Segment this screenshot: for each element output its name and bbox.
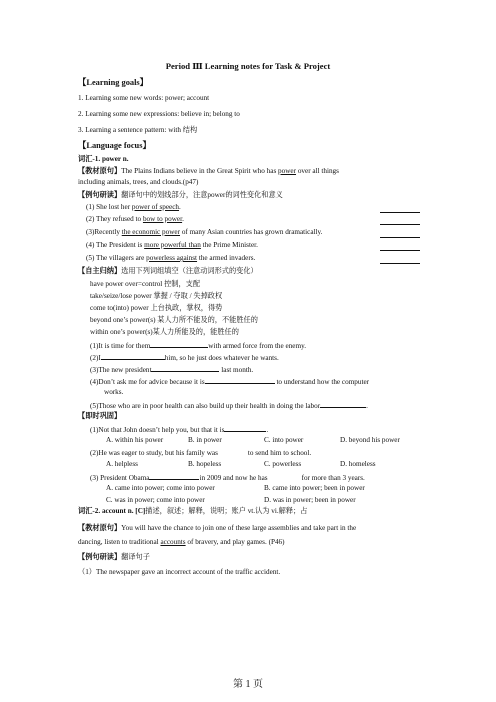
quiz-blank[interactable]: [268, 473, 302, 480]
fill-item: (5)Those who are in poor health can also build up their health in doing the labor .: [90, 402, 368, 410]
word2-label-row: 词汇-2. account n. [C]描述，叙述；解释，说明；账户 vt.认为 vi.解释；占: [78, 507, 308, 515]
fill-blank[interactable]: [151, 364, 219, 372]
answer-line[interactable]: [380, 211, 420, 213]
quiz-option[interactable]: C. into power: [264, 436, 304, 444]
fill-blank[interactable]: [320, 400, 366, 408]
summary-row: 【自主归纳】选用下列词组填空（注意动词形式的变化）: [78, 267, 258, 275]
learning-goals-heading: 【Learning goals】: [78, 78, 149, 87]
answer-line[interactable]: [380, 249, 420, 251]
textbook-label: 【教材原句】: [78, 524, 122, 532]
quiz-option[interactable]: A. helpless: [106, 460, 138, 468]
quiz-question: (1)Not that John doesn’t help you, but that it is .: [90, 426, 269, 434]
goal-item: 1. Learning some new words: power; account: [78, 94, 210, 102]
quiz-question: (2)He was eager to study, but his family was to send him to school.: [90, 449, 312, 457]
goal-item: 2. Learning some new expressions: believe in; belong to: [78, 110, 240, 118]
quiz-option[interactable]: A. within his power: [106, 436, 164, 444]
goal-item: 3. Learning a sentence pattern: with 结构: [78, 126, 198, 134]
quiz-option[interactable]: D. was in power; been in power: [264, 496, 356, 504]
quiz-blank[interactable]: [218, 448, 248, 455]
textbook-sentence-cont: including animals, trees, and clouds.(p47): [78, 178, 199, 186]
example-sentence: (5) The villagers are powerless against the armed invaders.: [86, 254, 256, 262]
textbook-sentence-cont: dancing, listen to traditional accounts of bravery, and play games. (P46): [78, 538, 285, 546]
language-focus-heading: 【Language focus】: [78, 141, 151, 150]
practice-row: 【例句研读】翻译句子: [78, 553, 150, 561]
phrase-item: within one’s power(s)某人力所能及的，能胜任的: [90, 328, 239, 336]
summary-label: 【自主归纳】: [78, 267, 122, 275]
fill-blank[interactable]: [150, 340, 208, 348]
textbook-sentence: 【教材原句】The Plains Indians believe in the Great Spirit who has power over all things: [78, 167, 339, 175]
phrase-item: take/seize/lose power 掌握 / 夺取 / 失掉政权: [90, 292, 223, 300]
answer-line[interactable]: [380, 223, 420, 225]
phrase-item: come to(into) power 上台执政，掌权，得势: [90, 304, 223, 312]
quiz-blank[interactable]: [224, 424, 266, 432]
example-sentence: （1）The newspaper gave an incorrect account of the traffic accident.: [78, 568, 281, 576]
quiz-option[interactable]: B. hopeless: [188, 460, 222, 468]
example-sentence: (3)Recently the economic power of many Asian countries has grown dramatically.: [86, 228, 323, 236]
quiz-option[interactable]: D. beyond his power: [340, 436, 400, 444]
word1-label: 词汇-1. power n.: [78, 155, 129, 163]
quiz-option[interactable]: C. was in power; come into power: [106, 496, 205, 504]
example-sentence: (4) The President is more powerful than the Prime Minister.: [86, 241, 258, 249]
phrase-item: have power over=control 控制，支配: [90, 280, 201, 288]
textbook-label: 【教材原句】: [78, 167, 122, 175]
textbook-sentence: 【教材原句】You will have the chance to join one of these large assemblies and take part in the: [78, 524, 357, 532]
quiz-question: (3) President Obama in 2009 and now he has for more than 3 years.: [90, 474, 365, 482]
quiz-option[interactable]: A. came into power; come into power: [106, 484, 215, 492]
quiz-option[interactable]: B. in power: [188, 436, 222, 444]
practice-row: 【例句研读】翻译句中的划线部分，注意power的词性变化和意义: [78, 191, 283, 199]
practice-label: 【例句研读】: [78, 191, 122, 199]
practice-label: 【例句研读】: [78, 553, 122, 561]
fill-blank[interactable]: [205, 376, 275, 384]
fill-item-cont: works.: [104, 388, 124, 396]
fill-item: (2)I him, so he just does whatever he wants.: [90, 354, 279, 362]
page-title: Period Ⅲ Learning notes for Task & Project: [165, 61, 331, 71]
example-sentence: (1) She lost her power of speech.: [86, 203, 181, 211]
quiz-option[interactable]: D. homeless: [340, 460, 376, 468]
fill-blank[interactable]: [101, 352, 165, 360]
answer-line[interactable]: [380, 262, 420, 264]
phrase-item: beyond one’s power(s) 某人力所不能及的，不能胜任的: [90, 316, 258, 324]
quiz-label: 【即时巩固】: [78, 412, 122, 420]
quiz-option[interactable]: C. powerless: [264, 460, 302, 468]
fill-item: (3)The new president last month.: [90, 366, 254, 374]
page-number: 第 1 页: [233, 679, 263, 690]
answer-line[interactable]: [380, 236, 420, 238]
word2-label: 词汇-2. account n. [C]: [78, 507, 146, 515]
example-sentence: (2) They refused to bow to power.: [86, 215, 184, 223]
fill-item: (4)Don’t ask me for advice because it is to understand how the computer: [90, 378, 370, 386]
quiz-blank[interactable]: [149, 472, 199, 480]
quiz-option[interactable]: B. came into power; been in power: [264, 484, 365, 492]
fill-item: (1)It is time for them with armed force from the enemy.: [90, 342, 307, 350]
